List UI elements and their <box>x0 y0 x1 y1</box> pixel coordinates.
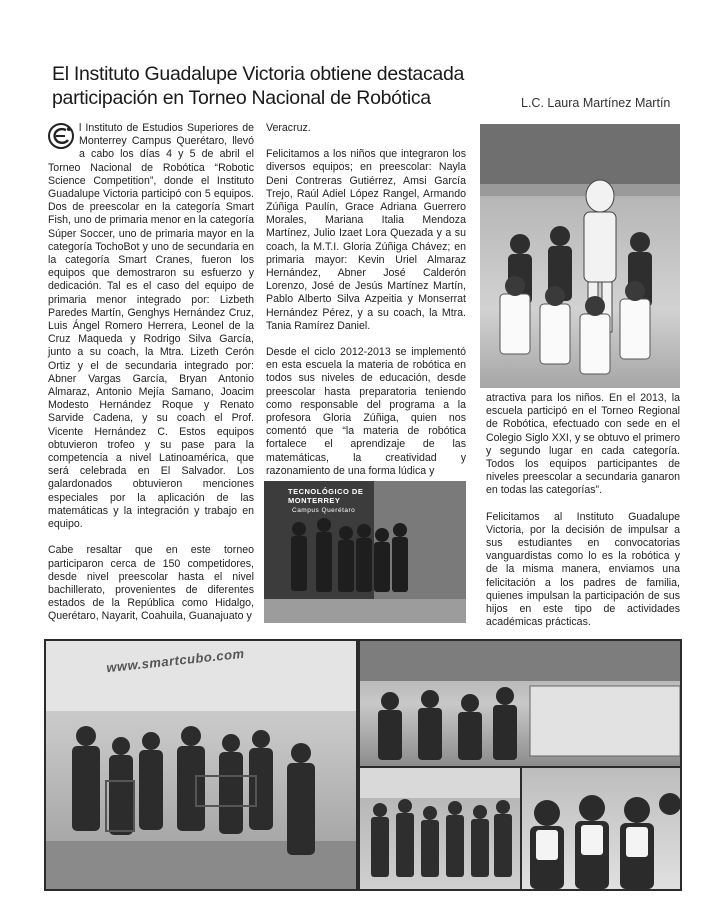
banner-text: TECNOLÓGICO DE MONTERREY <box>288 487 364 505</box>
photo-group-with-coaches <box>360 768 520 889</box>
author-byline: L.C. Laura Martínez Martín <box>521 96 671 110</box>
article-title: El Instituto Guadalupe Victoria obtiene destacada participación en Torneo Nacional de Robótica <box>52 63 465 109</box>
paragraph: atractiva para los niños. En el 2013, la escuela participó en el Torneo Regional de Robótica, efectuado con sede en el Colegio Siglo XXI, y se obtuvo el primero y segundo lugar en cada categoría. Todos los equipos participantes de niveles preescolar a secundaria ganaron en todas las categorías”. <box>486 392 680 497</box>
photo-team-with-trophies <box>46 641 356 889</box>
paragraph: Felicitamos a los niños que integraron los diversos equipos; en preescolar: Nayla Deni Contreras Gutiérrez, Amsi García Trejo, Raúl Adiel López Rangel, Armando Zúñiga Paulín, Grace Adriana Guerrero Morales, Mariana Italia Mendoza Martínez, Julio Izaet Lora Quezada y a su coach, la M.T.I. Gloria Zúñiga Chávez; en primaria mayor: Kevin Uriel Almaraz Hernández, Abner José Calderón Lorenzo, José de Jesús Martínez Martín, Pablo Alberto Silva Azpeitia y Monserrat Hernández Pérez, y a su coach, la Mtra. Tania Ramírez Daniel. <box>266 148 466 332</box>
photo-students-closeup <box>522 768 680 889</box>
paragraph <box>48 122 254 531</box>
paragraph-text: l Instituto de Estudios Superiores de Monterrey Campus Querétaro, llevó a cabo los días 4 y 5 de abril el Torneo Nacional de Robótica “Robotic Science Competition”, donde el Instituto Guadalupe Victoria participó con 5 equipos. Dos de preescolar en la categoría Smart Fish, uno de primaria menor en la categoría Súper Soccer, uno de primaria mayor en la categoría TochoBot y uno de secundaria en la categoría Smart Cranes, fueron los equipos que demostraron su esfuerzo y dedicación. Tal es el caso del equipo de primaria menor integrado por: Lizbeth Paredes Martín, Genghys Hernández Cruz, Luis Ángel Romero Herrera, Leonel de la Cruz Maqueda y Rodrigo Silva García, junto a su coach, la Mtra. Lizeth Cerón Ortiz y el de secundaria integrado por: Abner Vargas García, Bryan Antonio Almaraz, Antonio Mejía Samano, Joacim Modesto Hernández Roque y Renato Sarvide Cadena, y su coach el Prof. Vicente Hernández C. Estos equipos obtuvieron trofeo y su pase para la competencia a nivel Latinoamérica, que será celebrada en El Salvador. Los galardonados obtuvieron menciones especiales por la aplicación de las matemáticas y la integración y trabajo en equipo. <box>48 122 254 531</box>
paragraph: Felicitamos al Instituto Guadalupe Victoria, por la decisión de impulsar a sus estudiantes en convocatorias vanguardistas como lo es la robótica y de la misma manera, enviamos una felicitación a los padres de familia, quienes impulsan la participación de sus hijos en este tipo de actividades académicas prácticas. <box>486 510 680 629</box>
photo-students-at-competition-table <box>360 641 680 766</box>
paragraph: Veracruz. <box>266 122 311 134</box>
wall-text: www.smartcubo.com <box>105 645 246 676</box>
paragraph: Desde el ciclo 2012-2013 se implementó en esta escuela la materia de robótica en todos sus niveles de educación, desde preescolar hasta preparatoria teniendo como responsable del programa a la profesora Gloria Zúñiga, quien nos comentó que “la materia de robótica fortalece el aprendizaje de las matemáticas, la creatividad y razonamiento de una forma lúdica y <box>266 346 466 477</box>
paragraph: Cabe resaltar que en este torneo participaron cerca de 150 competidores, desde nivel preescolar hasta el nivel bachillerato, provenientes de diferentes estados de la República como Hidalgo, Querétaro, Nayarit, Coahuila, Guanajuato y <box>48 544 254 623</box>
article-column-1 <box>48 122 254 637</box>
banner-subtext: Campus Querétaro <box>292 507 356 514</box>
photo-team-tecnologico-banner <box>264 481 466 623</box>
photo-students-with-stormtrooper <box>480 124 680 388</box>
article-column-2 <box>266 122 466 491</box>
article-column-3 <box>486 392 680 642</box>
drop-cap-e-ornament <box>46 122 76 150</box>
